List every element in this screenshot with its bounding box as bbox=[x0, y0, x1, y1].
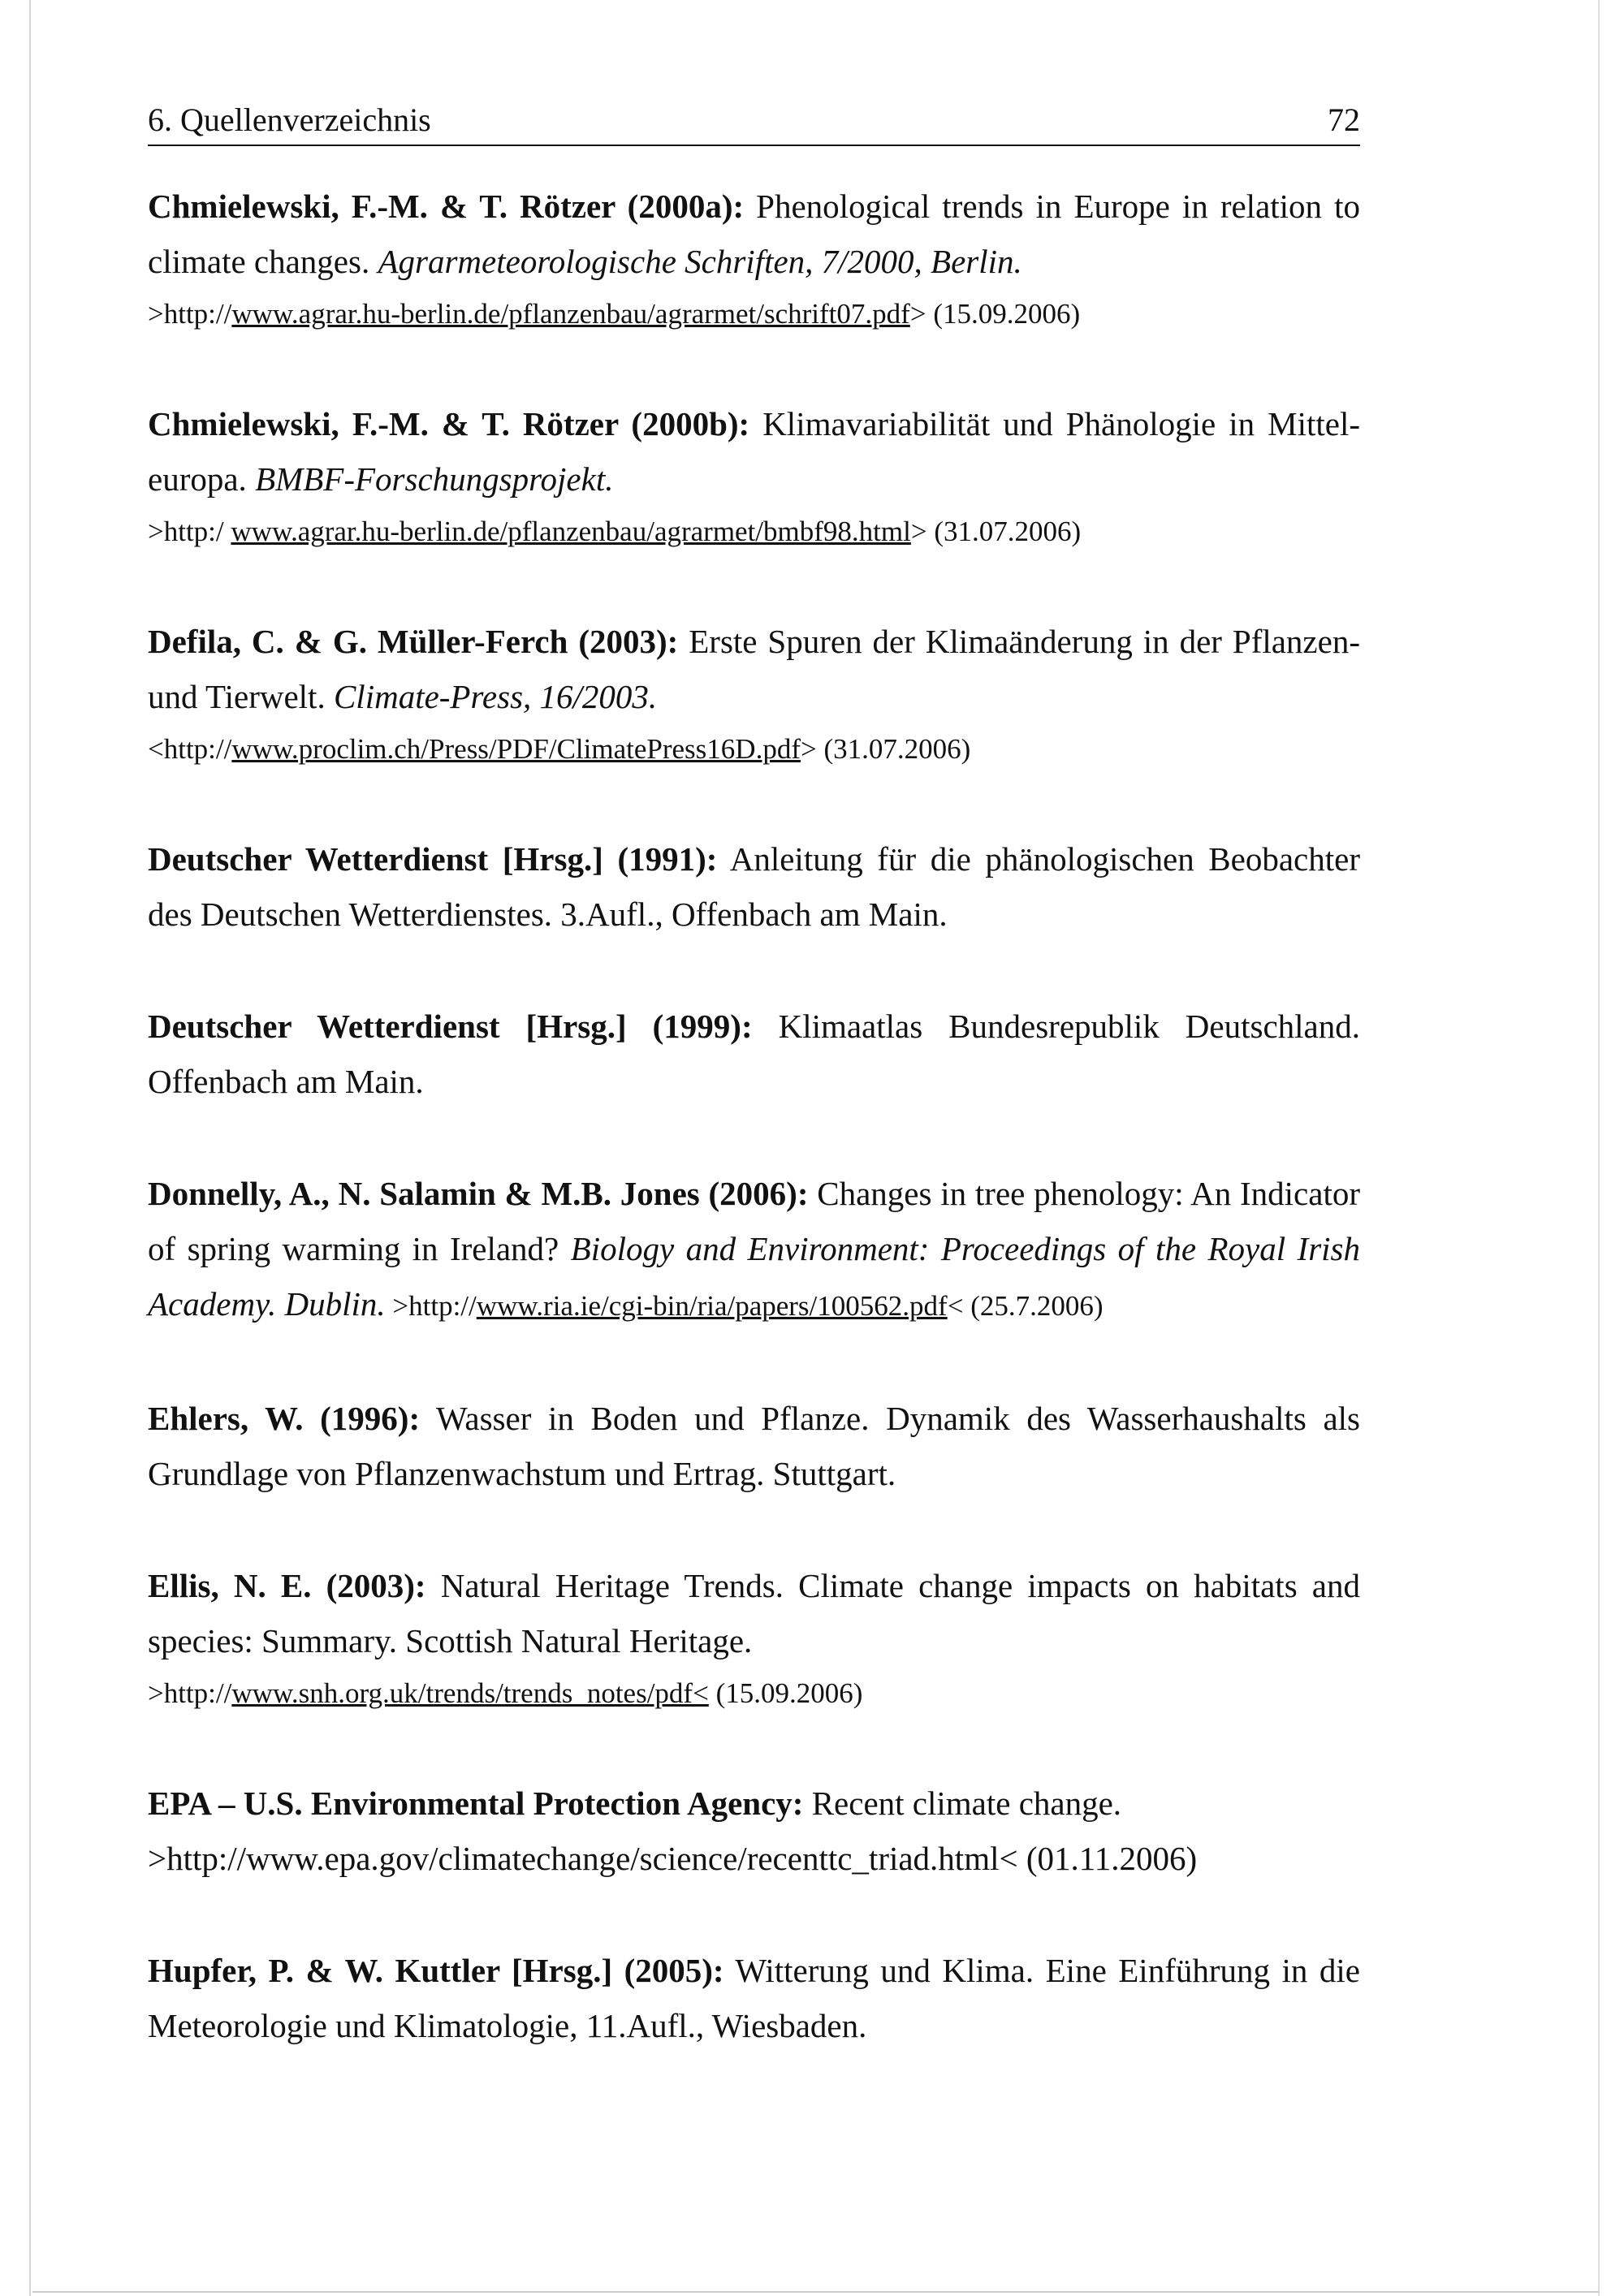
reference-authors: Hupfer, P. & W. Kuttler [Hrsg.] (2005): bbox=[148, 1952, 724, 1989]
reference-text: Wasser in Boden und Pflanze. Dynamik des Wasserhaushalts als Grundlage von Pflanzenwachstum und Ertrag. Stuttgart. bbox=[148, 1400, 1360, 1492]
reference-authors: Chmielewski, F.-M. & T. Rötzer (2000b): bbox=[148, 405, 750, 442]
page-number: 72 bbox=[1328, 101, 1360, 138]
reference-source: Climate-Press, 16/2003. bbox=[333, 678, 658, 715]
url-suffix: > bbox=[909, 298, 926, 330]
reference-text: Witterung und Klima. Eine Einführung in die Meteorologie und Klimatologie, 11.Aufl., Wiesbaden. bbox=[148, 1952, 1360, 2044]
scan-edge-left bbox=[29, 0, 31, 2296]
reference-authors: Ellis, N. E. (2003): bbox=[148, 1567, 426, 1604]
reference-authors: Defila, C. & G. Müller-Ferch (2003): bbox=[148, 623, 679, 660]
reference-url-link[interactable]: www.agrar.hu-berlin.de/pflanzenbau/agrarmet/schrift07.pdf bbox=[231, 298, 910, 330]
scan-edge-right bbox=[1598, 0, 1600, 2296]
reference-text: Phenological trends in Europe in relation to climate changes. bbox=[148, 188, 1360, 280]
reference-url-plain[interactable]: >http://www.epa.gov/climatechange/science/recenttc_triad.html< bbox=[148, 1840, 1018, 1877]
reference-entry bbox=[148, 1558, 1360, 1719]
access-date: (15.09.2006) bbox=[926, 298, 1081, 330]
reference-list bbox=[148, 179, 1360, 2110]
reference-entry bbox=[148, 1166, 1360, 1334]
reference-text: Klimaatlas Bundesrepublik Deutschland. Offenbach am Main. bbox=[148, 1008, 1360, 1100]
reference-text: Erste Spuren der Klimaänderung in der Pflanzen- und Tierwelt. bbox=[148, 623, 1360, 715]
reference-url-line bbox=[148, 724, 1360, 775]
reference-text: Klimavariabilität und Phänologie in Mittel-europa. bbox=[148, 405, 1360, 498]
reference-authors: Deutscher Wetterdienst [Hrsg.] (1999): bbox=[148, 1008, 753, 1045]
chapter-title: 6. Quellenverzeichnis bbox=[148, 101, 431, 138]
access-date: (25.7.2006) bbox=[963, 1290, 1104, 1322]
access-date: (15.09.2006) bbox=[708, 1677, 863, 1709]
reference-source: Agrarmeteorologische Schriften, 7/2000, Berlin. bbox=[378, 243, 1022, 280]
url-prefix: >http:// bbox=[148, 1677, 232, 1709]
reference-source: BMBF-Forschungsprojekt. bbox=[255, 460, 614, 498]
reference-authors: Donnelly, A., N. Salamin & M.B. Jones (2006): bbox=[148, 1175, 809, 1212]
reference-text: Recent climate change. bbox=[803, 1785, 1122, 1822]
url-suffix: < bbox=[947, 1290, 964, 1322]
url-suffix: > bbox=[910, 516, 927, 547]
reference-url-link[interactable]: www.agrar.hu-berlin.de/pflanzenbau/agrarmet/bmbf98.html bbox=[231, 516, 911, 547]
reference-source: Biology and Environment: Proceedings of the Royal Irish Academy. Dublin. bbox=[148, 1230, 1360, 1323]
scan-edge-bottom bbox=[32, 2291, 1600, 2293]
reference-entry bbox=[148, 1943, 1360, 2053]
url-prefix: >http:/ bbox=[148, 516, 231, 547]
url-prefix: <http:// bbox=[148, 733, 232, 765]
access-date: (31.07.2006) bbox=[926, 516, 1082, 547]
reference-url-link[interactable]: www.snh.org.uk/trends/trends_notes/pdf< bbox=[231, 1677, 709, 1709]
reference-url-line bbox=[148, 1831, 1360, 1886]
access-date: (01.11.2006) bbox=[1017, 1840, 1198, 1877]
reference-authors: Ehlers, W. (1996): bbox=[148, 1400, 421, 1437]
reference-entry bbox=[148, 1391, 1360, 1501]
reference-authors: Deutscher Wetterdienst [Hrsg.] (1991): bbox=[148, 840, 718, 878]
reference-url-line bbox=[148, 507, 1360, 557]
page-header bbox=[148, 97, 1360, 146]
reference-text: Natural Heritage Trends. Climate change impacts on habitats and species: Summary. Scottish Natural Heritage. bbox=[148, 1567, 1360, 1659]
reference-text: Anleitung für die phänologischen Beobachter des Deutschen Wetterdienstes. 3.Aufl., Offenbach am Main. bbox=[148, 840, 1360, 933]
reference-authors: Chmielewski, F.-M. & T. Rötzer (2000a): bbox=[148, 188, 745, 225]
reference-entry bbox=[148, 614, 1360, 775]
reference-url-link[interactable]: www.ria.ie/cgi-bin/ria/papers/100562.pdf bbox=[476, 1290, 948, 1322]
reference-entry bbox=[148, 179, 1360, 339]
reference-authors: EPA – U.S. Environmental Protection Agency: bbox=[148, 1785, 804, 1822]
reference-entry bbox=[148, 831, 1360, 942]
reference-url-link[interactable]: www.proclim.ch/Press/PDF/ClimatePress16D.pdf bbox=[231, 733, 801, 765]
reference-entry bbox=[148, 396, 1360, 557]
url-suffix: > bbox=[800, 733, 817, 765]
reference-url-line bbox=[148, 1668, 1360, 1719]
reference-entry bbox=[148, 1776, 1360, 1886]
access-date: (31.07.2006) bbox=[816, 733, 971, 765]
reference-text: Changes in tree phenology: An Indicator of spring warming in Ireland? bbox=[148, 1175, 1360, 1267]
url-prefix: >http:// bbox=[148, 298, 232, 330]
url-prefix: >http:// bbox=[385, 1290, 477, 1322]
reference-url-line bbox=[148, 289, 1360, 339]
reference-entry bbox=[148, 999, 1360, 1109]
